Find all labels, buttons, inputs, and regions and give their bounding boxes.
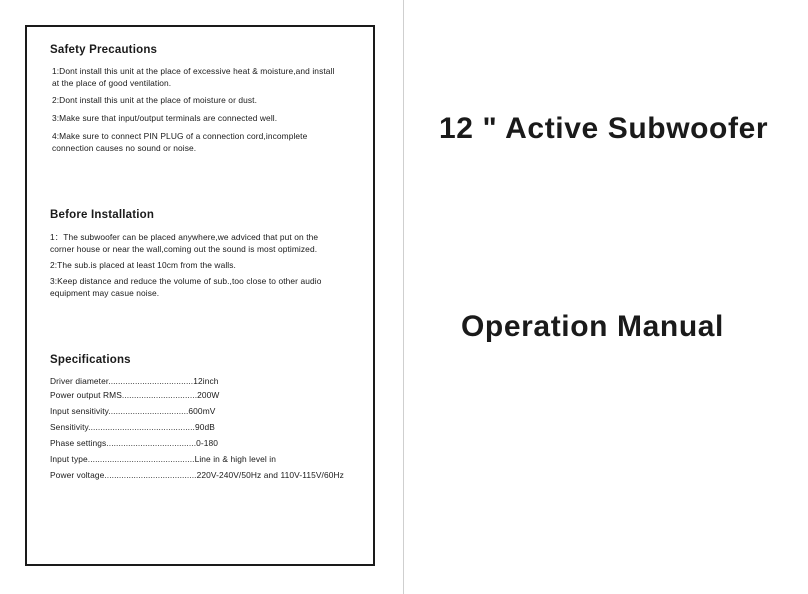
- safety-item-3: 3:Make sure that input/output terminals are connected well.: [52, 113, 278, 123]
- manual-title: Operation Manual: [461, 310, 724, 343]
- spec-driver-diameter: Driver diameter...................................12inch: [50, 376, 219, 386]
- product-title: 12 " Active Subwoofer: [439, 112, 769, 145]
- before-installation-heading: Before Installation: [50, 209, 155, 221]
- spec-input-sensitivity: Input sensitivity.................................600mV: [50, 406, 216, 416]
- spec-input-type: Input type............................................Line in & high level in: [50, 454, 277, 464]
- specifications-heading: Specifications: [50, 354, 131, 366]
- safety-item-2: 2:Dont install this unit at the place of moisture or dust.: [52, 95, 258, 105]
- spec-sensitivity: Sensitivity............................................90dB: [50, 422, 215, 432]
- safety-heading: Safety Precautions: [50, 44, 158, 56]
- safety-item-1-line-2: at the place of good ventilation.: [52, 78, 172, 88]
- right-page: [404, 0, 808, 594]
- safety-item-4-line-1: 4:Make sure to connect PIN PLUG of a connection cord,incomplete: [52, 131, 308, 141]
- safety-item-1-line-1: 1:Dont install this unit at the place of excessive heat & moisture,and install: [52, 66, 335, 76]
- before-item-3-line-1: 3:Keep distance and reduce the volume of sub.,too close to other audio: [50, 276, 322, 286]
- before-item-1-line-1: 1：The subwoofer can be placed anywhere,we adviced that put on the: [50, 232, 319, 242]
- before-item-2: 2:The sub.is placed at least 10cm from the walls.: [50, 260, 236, 270]
- before-item-3-line-2: equipment may casue noise.: [50, 288, 160, 298]
- safety-item-4-line-2: connection causes no sound or noise.: [52, 143, 197, 153]
- before-item-1-line-2: corner house or near the wall,coming out the sound is most optimized.: [50, 244, 318, 254]
- spec-power-output: Power output RMS...............................200W: [50, 390, 220, 400]
- spec-phase-settings: Phase settings.....................................0-180: [50, 438, 219, 448]
- spec-power-voltage: Power voltage......................................220V-240V/50Hz and 110V-115V/60Hz: [50, 470, 344, 480]
